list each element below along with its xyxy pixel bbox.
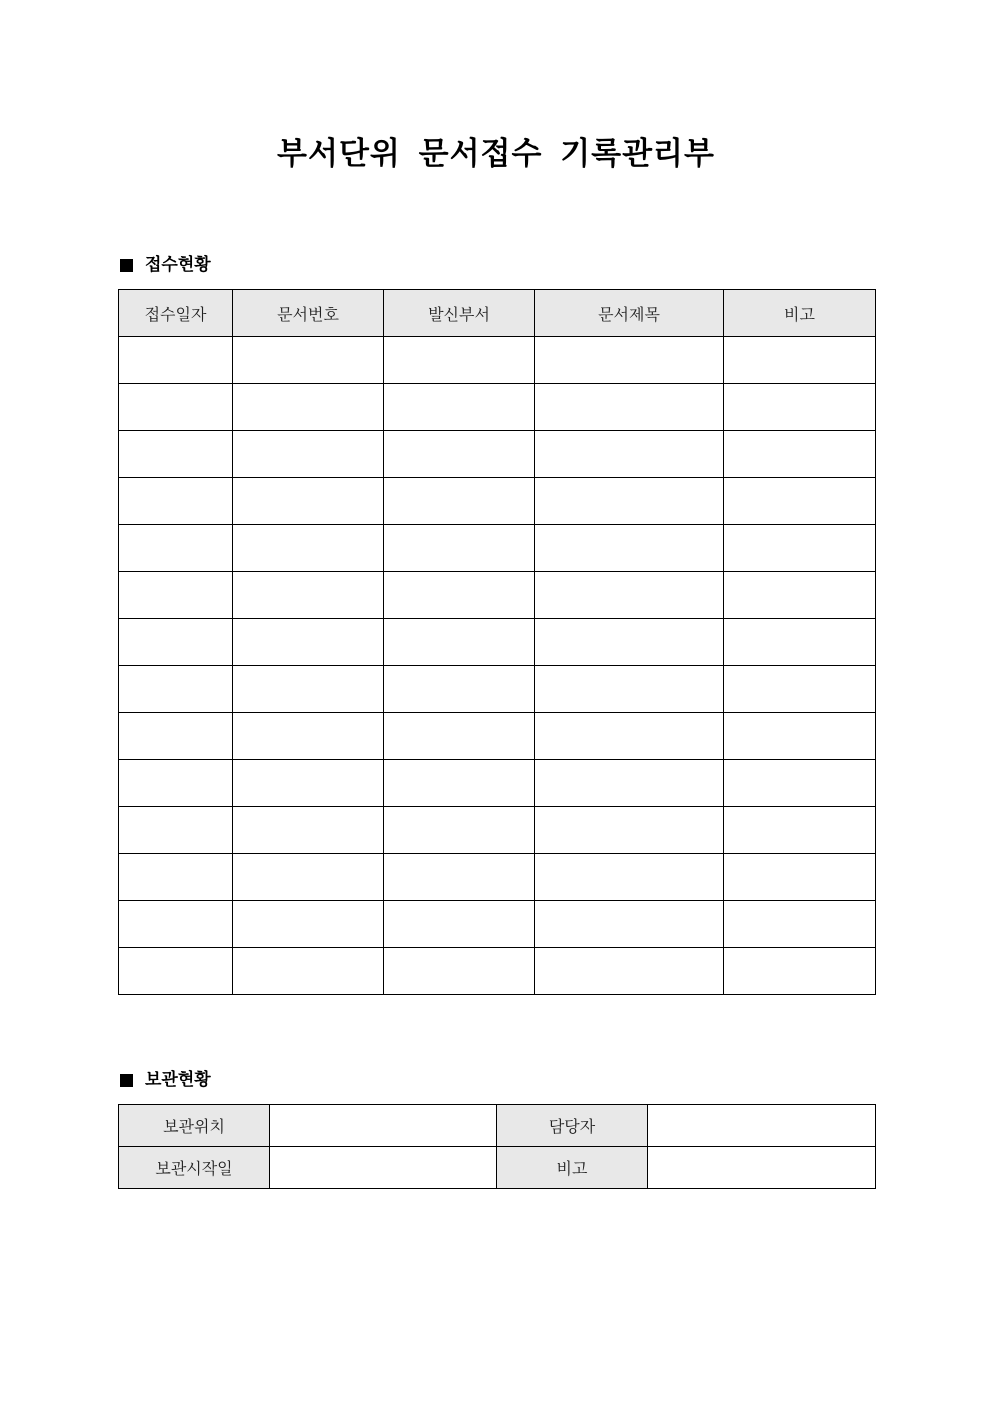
- date-cell[interactable]: [119, 478, 233, 525]
- storage-remarks-field[interactable]: [648, 1147, 876, 1189]
- remarks-cell[interactable]: [724, 713, 876, 760]
- square-bullet-icon: [120, 259, 133, 272]
- storage-remarks-label: 비고: [497, 1147, 648, 1189]
- sender-dept-cell[interactable]: [384, 760, 535, 807]
- person-in-charge-field[interactable]: [648, 1105, 876, 1147]
- sender-dept-cell[interactable]: [384, 666, 535, 713]
- storage-table: [118, 1104, 876, 1189]
- date-cell[interactable]: [119, 619, 233, 666]
- storage-start-date-label: 보관시작일: [119, 1147, 270, 1189]
- doc-number-cell[interactable]: [233, 807, 384, 854]
- remarks-cell[interactable]: [724, 854, 876, 901]
- doc-number-cell[interactable]: [233, 666, 384, 713]
- doc-title-cell[interactable]: [535, 666, 724, 713]
- sender-dept-cell[interactable]: [384, 948, 535, 995]
- doc-title-cell[interactable]: [535, 948, 724, 995]
- table-row: [119, 666, 876, 713]
- column-header-doc-title: 문서제목: [535, 290, 724, 337]
- reception-table: [118, 289, 876, 995]
- doc-title-cell[interactable]: [535, 713, 724, 760]
- date-cell[interactable]: [119, 431, 233, 478]
- doc-title-cell[interactable]: [535, 337, 724, 384]
- doc-title-cell[interactable]: [535, 760, 724, 807]
- remarks-cell[interactable]: [724, 807, 876, 854]
- doc-title-cell[interactable]: [535, 619, 724, 666]
- table-row: [119, 337, 876, 384]
- remarks-cell[interactable]: [724, 384, 876, 431]
- remarks-cell[interactable]: [724, 572, 876, 619]
- sender-dept-cell[interactable]: [384, 619, 535, 666]
- table-row: [119, 431, 876, 478]
- table-row: [119, 478, 876, 525]
- remarks-cell[interactable]: [724, 760, 876, 807]
- sender-dept-cell[interactable]: [384, 713, 535, 760]
- storage-section-heading: [120, 1068, 211, 1092]
- table-row: [119, 572, 876, 619]
- remarks-cell[interactable]: [724, 948, 876, 995]
- date-cell[interactable]: [119, 525, 233, 572]
- sender-dept-cell[interactable]: [384, 807, 535, 854]
- date-cell[interactable]: [119, 854, 233, 901]
- date-cell[interactable]: [119, 901, 233, 948]
- column-header-date: 접수일자: [119, 290, 233, 337]
- sender-dept-cell[interactable]: [384, 337, 535, 384]
- doc-number-cell[interactable]: [233, 854, 384, 901]
- doc-number-cell[interactable]: [233, 384, 384, 431]
- table-row: [119, 619, 876, 666]
- doc-number-cell[interactable]: [233, 760, 384, 807]
- table-row: [119, 854, 876, 901]
- sender-dept-cell[interactable]: [384, 854, 535, 901]
- remarks-cell[interactable]: [724, 525, 876, 572]
- storage-start-date-field[interactable]: [270, 1147, 497, 1189]
- sender-dept-cell[interactable]: [384, 384, 535, 431]
- remarks-cell[interactable]: [724, 901, 876, 948]
- date-cell[interactable]: [119, 384, 233, 431]
- remarks-cell[interactable]: [724, 666, 876, 713]
- reception-heading-label: 접수현황: [145, 255, 211, 275]
- doc-number-cell[interactable]: [233, 619, 384, 666]
- square-bullet-icon: [120, 1074, 133, 1087]
- page-title: 부서단위 문서접수 기록관리부: [277, 136, 715, 172]
- remarks-cell[interactable]: [724, 431, 876, 478]
- column-header-remarks: 비고: [724, 290, 876, 337]
- date-cell[interactable]: [119, 337, 233, 384]
- sender-dept-cell[interactable]: [384, 431, 535, 478]
- doc-title-cell[interactable]: [535, 384, 724, 431]
- doc-title-cell[interactable]: [535, 525, 724, 572]
- doc-number-cell[interactable]: [233, 525, 384, 572]
- doc-number-cell[interactable]: [233, 572, 384, 619]
- doc-title-cell[interactable]: [535, 572, 724, 619]
- table-row: [119, 807, 876, 854]
- doc-title-cell[interactable]: [535, 901, 724, 948]
- doc-title-cell[interactable]: [535, 807, 724, 854]
- storage-location-label: 보관위치: [119, 1105, 270, 1147]
- doc-title-cell[interactable]: [535, 854, 724, 901]
- doc-number-cell[interactable]: [233, 431, 384, 478]
- doc-number-cell[interactable]: [233, 901, 384, 948]
- remarks-cell[interactable]: [724, 337, 876, 384]
- doc-number-cell[interactable]: [233, 337, 384, 384]
- sender-dept-cell[interactable]: [384, 478, 535, 525]
- date-cell[interactable]: [119, 807, 233, 854]
- date-cell[interactable]: [119, 713, 233, 760]
- date-cell[interactable]: [119, 948, 233, 995]
- date-cell[interactable]: [119, 572, 233, 619]
- table-row: [119, 1147, 876, 1189]
- doc-number-cell[interactable]: [233, 478, 384, 525]
- column-header-doc-number: 문서번호: [233, 290, 384, 337]
- doc-title-cell[interactable]: [535, 478, 724, 525]
- date-cell[interactable]: [119, 760, 233, 807]
- table-row: [119, 948, 876, 995]
- doc-title-cell[interactable]: [535, 431, 724, 478]
- table-header-row: [119, 290, 876, 337]
- table-row: [119, 1105, 876, 1147]
- storage-heading-label: 보관현황: [145, 1070, 211, 1090]
- reception-section-heading: [120, 253, 211, 277]
- table-row: [119, 384, 876, 431]
- doc-number-cell[interactable]: [233, 948, 384, 995]
- storage-location-field[interactable]: [270, 1105, 497, 1147]
- table-row: [119, 713, 876, 760]
- remarks-cell[interactable]: [724, 478, 876, 525]
- table-row: [119, 760, 876, 807]
- sender-dept-cell[interactable]: [384, 901, 535, 948]
- date-cell[interactable]: [119, 666, 233, 713]
- remarks-cell[interactable]: [724, 619, 876, 666]
- doc-number-cell[interactable]: [233, 713, 384, 760]
- table-row: [119, 525, 876, 572]
- sender-dept-cell[interactable]: [384, 525, 535, 572]
- sender-dept-cell[interactable]: [384, 572, 535, 619]
- person-in-charge-label: 담당자: [497, 1105, 648, 1147]
- column-header-sender-dept: 발신부서: [384, 290, 535, 337]
- table-row: [119, 901, 876, 948]
